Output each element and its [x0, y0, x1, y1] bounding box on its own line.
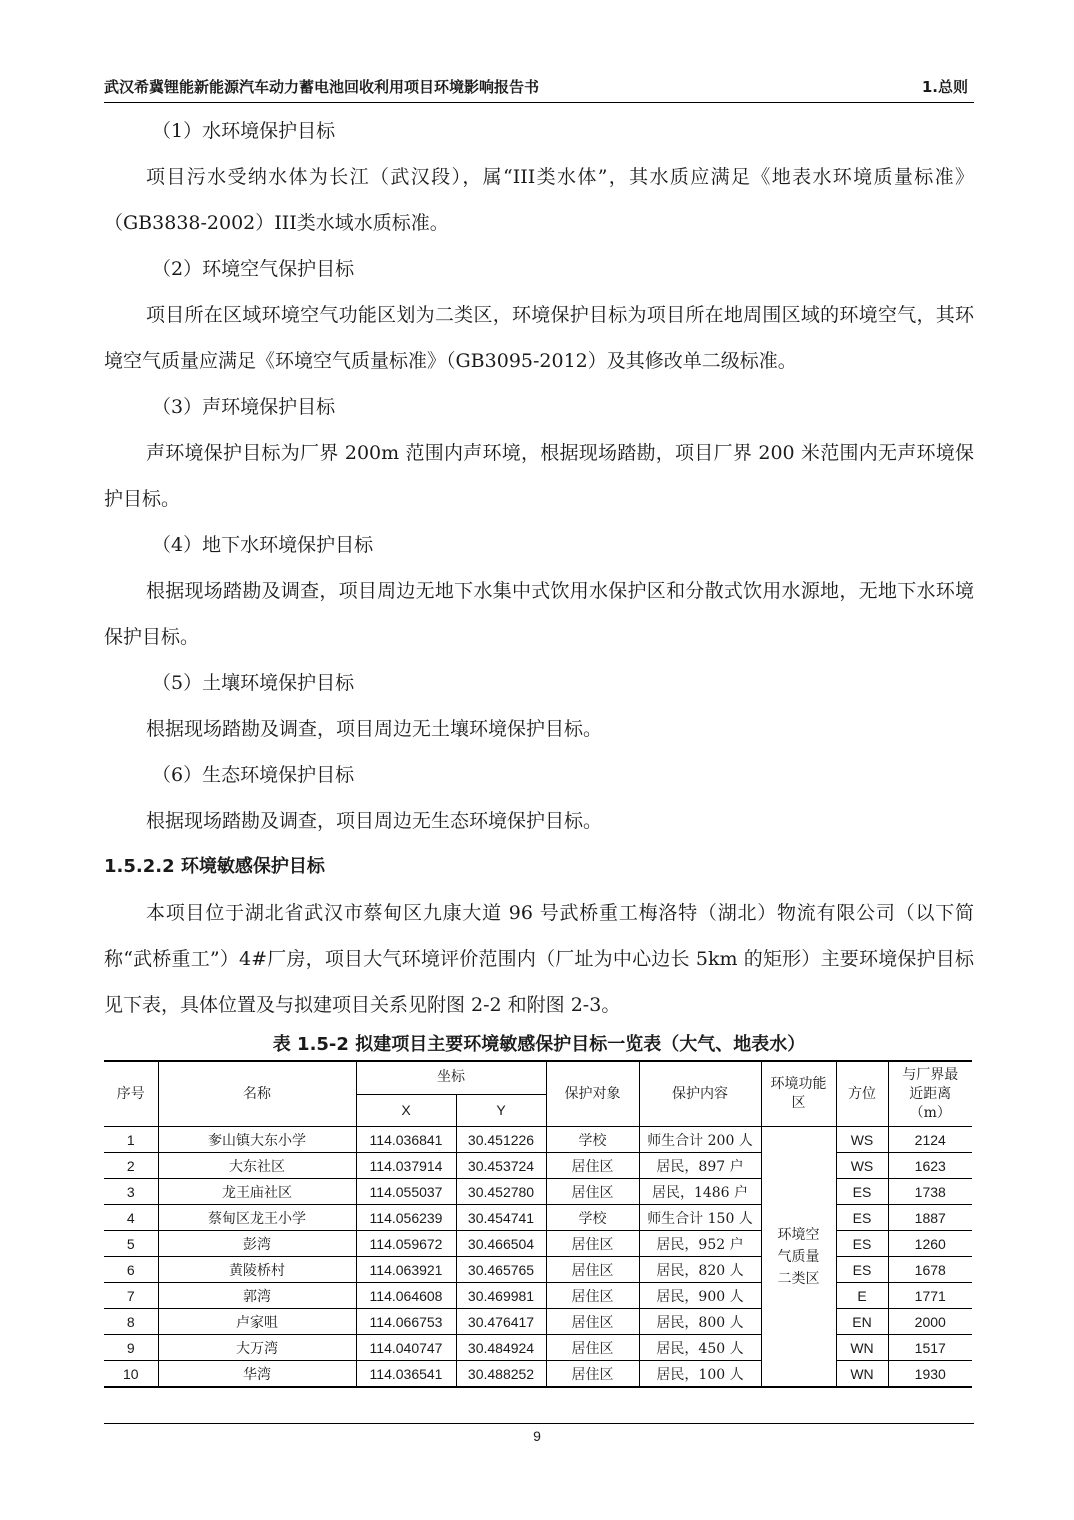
header-zone: 环境功能区: [761, 1061, 836, 1127]
header-coord: 坐标: [356, 1061, 546, 1094]
groundwater-text: 根据现场踏勘及调查，项目周边无地下水集中式饮用水保护区和分散式饮用水源地，无地下水环境保护目标。: [104, 580, 974, 648]
table-row: [104, 1205, 972, 1231]
row-object: 居住区: [546, 1361, 639, 1388]
row-no: 1: [104, 1127, 158, 1153]
row-no: 2: [104, 1153, 158, 1179]
row-direction: ES: [836, 1231, 888, 1257]
ecology-title: （6）生态环境保护目标: [152, 764, 355, 786]
header-x: X: [356, 1094, 456, 1126]
table-row: [104, 1335, 972, 1361]
sensitive-heading: 1.5.2.2 环境敏感保护目标: [104, 856, 325, 877]
row-distance: 1623: [888, 1153, 972, 1179]
row-zone: 环境空气质量二类区: [761, 1127, 836, 1388]
row-no: 3: [104, 1179, 158, 1205]
row-distance: 1678: [888, 1257, 972, 1283]
row-y: 30.469981: [456, 1283, 546, 1309]
water-title: （1）水环境保护目标: [152, 120, 336, 142]
header-content: 保护内容: [639, 1061, 761, 1127]
row-name: 蔡甸区龙王小学: [158, 1205, 356, 1231]
sensitive-targets-table: [104, 1060, 972, 1388]
row-content: 居民，100 人: [639, 1361, 761, 1388]
soil-title: （5）土壤环境保护目标: [152, 672, 355, 694]
table-row: [104, 1231, 972, 1257]
footer-divider: [104, 1423, 974, 1424]
row-y: 30.488252: [456, 1361, 546, 1388]
air-title: （2）环境空气保护目标: [152, 258, 355, 280]
row-direction: WS: [836, 1127, 888, 1153]
row-object: 居住区: [546, 1283, 639, 1309]
table-row: [104, 1283, 972, 1309]
row-name: 郭湾: [158, 1283, 356, 1309]
table-row: [104, 1257, 972, 1283]
row-distance: 1738: [888, 1179, 972, 1205]
row-distance: 2124: [888, 1127, 972, 1153]
air-text: 项目所在区域环境空气功能区划为二类区，环境保护目标为项目所在地周围区域的环境空气，其环境空气质量应满足《环境空气质量标准》（GB3095-2012）及其修改单二级标准。: [104, 304, 974, 372]
row-content: 居民，952 户: [639, 1231, 761, 1257]
row-content: 师生合计 200 人: [639, 1127, 761, 1153]
row-no: 9: [104, 1335, 158, 1361]
noise-title: （3）声环境保护目标: [152, 396, 336, 418]
row-y: 30.453724: [456, 1153, 546, 1179]
row-name: 龙王庙社区: [158, 1179, 356, 1205]
row-object: 居住区: [546, 1309, 639, 1335]
ecology-text: 根据现场踏勘及调查，项目周边无生态环境保护目标。: [146, 810, 603, 832]
row-x: 114.040747: [356, 1335, 456, 1361]
table-row: [104, 1179, 972, 1205]
water-text: 项目污水受纳水体为长江（武汉段），属“III类水体”，其水质应满足《地表水环境质量标准》（GB3838-2002）III类水域水质标准。: [104, 166, 974, 234]
row-x: 114.036841: [356, 1127, 456, 1153]
soil-text: 根据现场踏勘及调查，项目周边无土壤环境保护目标。: [146, 718, 603, 740]
row-object: 学校: [546, 1205, 639, 1231]
row-no: 10: [104, 1361, 158, 1388]
row-direction: EN: [836, 1309, 888, 1335]
row-x: 114.037914: [356, 1153, 456, 1179]
row-distance: 1517: [888, 1335, 972, 1361]
row-direction: WS: [836, 1153, 888, 1179]
row-name: 彭湾: [158, 1231, 356, 1257]
row-y: 30.465765: [456, 1257, 546, 1283]
row-no: 4: [104, 1205, 158, 1231]
header-no: 序号: [104, 1061, 158, 1127]
row-distance: 1887: [888, 1205, 972, 1231]
row-x: 114.055037: [356, 1179, 456, 1205]
groundwater-title: （4）地下水环境保护目标: [152, 534, 374, 556]
row-x: 114.056239: [356, 1205, 456, 1231]
row-object: 居住区: [546, 1257, 639, 1283]
row-distance: 1930: [888, 1361, 972, 1388]
row-x: 114.064608: [356, 1283, 456, 1309]
row-content: 居民，800 人: [639, 1309, 761, 1335]
row-direction: ES: [836, 1205, 888, 1231]
row-y: 30.466504: [456, 1231, 546, 1257]
row-name: 黄陵桥村: [158, 1257, 356, 1283]
row-x: 114.059672: [356, 1231, 456, 1257]
chapter-label: 1.总则: [921, 78, 968, 96]
noise-text: 声环境保护目标为厂界 200m 范围内声环境，根据现场踏勘，项目厂界 200 米范围内无声环境保护目标。: [104, 442, 974, 510]
row-object: 居住区: [546, 1231, 639, 1257]
row-name: 大东社区: [158, 1153, 356, 1179]
row-object: 居住区: [546, 1153, 639, 1179]
row-y: 30.476417: [456, 1309, 546, 1335]
row-content: 居民，897 户: [639, 1153, 761, 1179]
row-direction: WN: [836, 1361, 888, 1388]
header-name: 名称: [158, 1061, 356, 1127]
row-no: 7: [104, 1283, 158, 1309]
row-direction: ES: [836, 1179, 888, 1205]
page-number: 9: [533, 1428, 541, 1444]
row-name: 奓山镇大东小学: [158, 1127, 356, 1153]
row-distance: 2000: [888, 1309, 972, 1335]
header-y: Y: [456, 1094, 546, 1126]
report-title: 武汉希冀锂能新能源汽车动力蓄电池回收利用项目环境影响报告书: [104, 78, 540, 96]
table-body: [104, 1127, 972, 1388]
row-direction: ES: [836, 1257, 888, 1283]
row-content: 居民，900 人: [639, 1283, 761, 1309]
row-content: 师生合计 150 人: [639, 1205, 761, 1231]
row-y: 30.452780: [456, 1179, 546, 1205]
header-object: 保护对象: [546, 1061, 639, 1127]
page-header: [104, 74, 974, 103]
row-no: 8: [104, 1309, 158, 1335]
row-y: 30.454741: [456, 1205, 546, 1231]
row-no: 6: [104, 1257, 158, 1283]
row-x: 114.066753: [356, 1309, 456, 1335]
row-object: 学校: [546, 1127, 639, 1153]
row-name: 华湾: [158, 1361, 356, 1388]
table-row: [104, 1153, 972, 1179]
sensitive-text: 本项目位于湖北省武汉市蔡甸区九康大道 96 号武桥重工梅洛特（湖北）物流有限公司（以下简称“武桥重工”）4#厂房，项目大气环境评价范围内（厂址为中心边长 5km 的矩形）主要环境保护目标见下表，具体位置及与拟建项目关系见附图 2-2 和附图 2-3。: [104, 902, 974, 1016]
row-x: 114.036541: [356, 1361, 456, 1388]
table-row: [104, 1309, 972, 1335]
row-y: 30.484924: [456, 1335, 546, 1361]
row-distance: 1771: [888, 1283, 972, 1309]
row-distance: 1260: [888, 1231, 972, 1257]
table-row: [104, 1361, 972, 1388]
row-x: 114.063921: [356, 1257, 456, 1283]
row-direction: WN: [836, 1335, 888, 1361]
row-content: 居民，1486 户: [639, 1179, 761, 1205]
row-y: 30.451226: [456, 1127, 546, 1153]
row-object: 居住区: [546, 1335, 639, 1361]
row-object: 居住区: [546, 1179, 639, 1205]
document-body: [104, 108, 974, 1388]
row-no: 5: [104, 1231, 158, 1257]
row-content: 居民，820 人: [639, 1257, 761, 1283]
row-name: 卢家咀: [158, 1309, 356, 1335]
row-direction: E: [836, 1283, 888, 1309]
row-name: 大万湾: [158, 1335, 356, 1361]
row-content: 居民，450 人: [639, 1335, 761, 1361]
table-row: [104, 1127, 972, 1153]
table-caption: 表 1.5-2 拟建项目主要环境敏感保护目标一览表（大气、地表水）: [272, 1034, 806, 1055]
header-distance: 与厂界最近距离（m）: [888, 1061, 972, 1127]
header-direction: 方位: [836, 1061, 888, 1127]
